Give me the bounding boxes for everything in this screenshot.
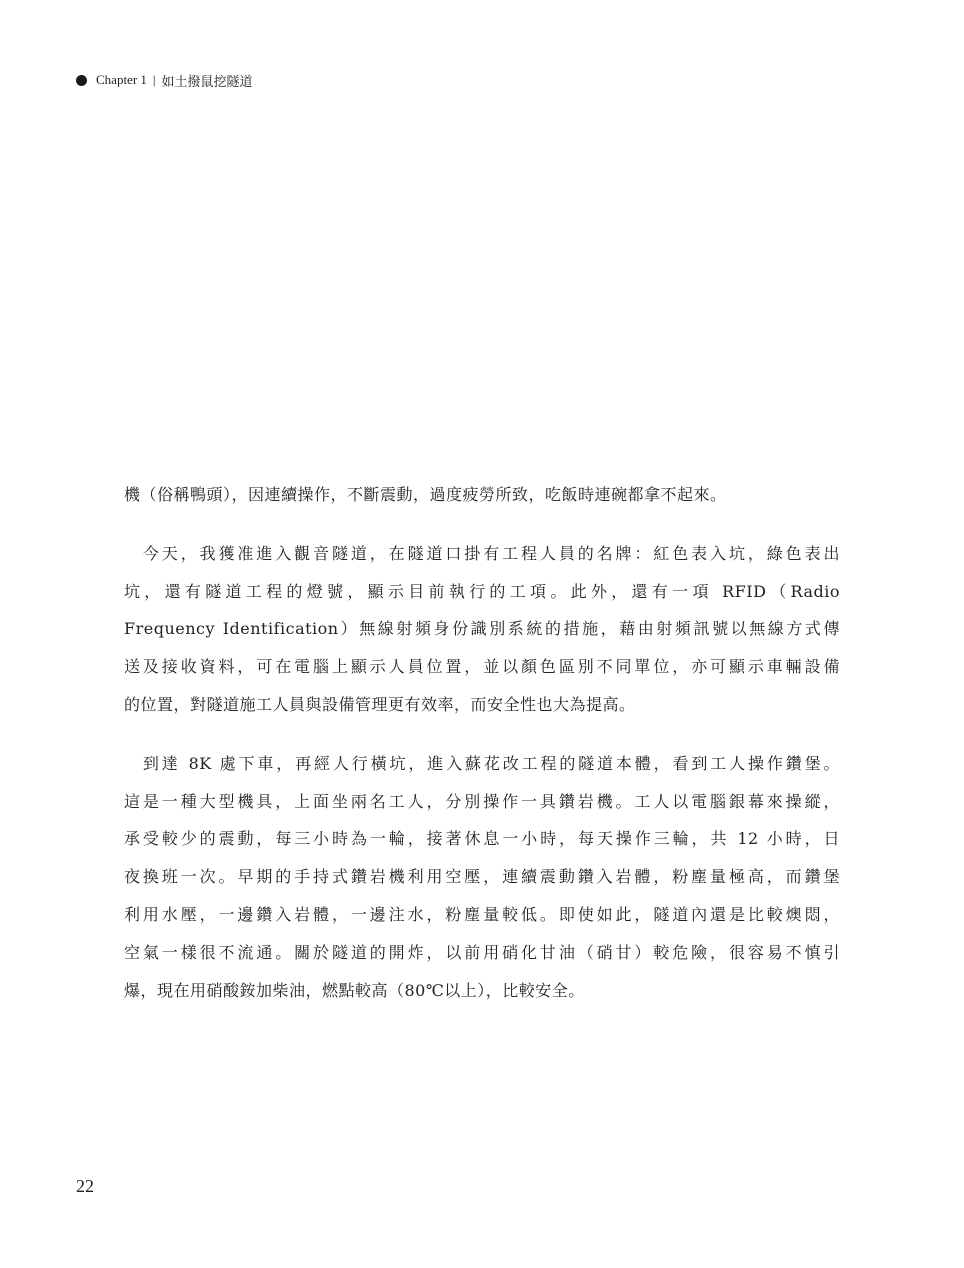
text-line: 爆，現在用硝酸銨加柴油，燃點較高（80℃以上），比較安全。: [124, 980, 585, 1000]
paragraph: [124, 535, 840, 724]
text-line: 利用水壓，一邊鑽入岩體，一邊注水，粉塵量較低。即使如此，隧道內還是比較燠悶，: [124, 904, 840, 924]
text-line: 機（俗稱鴨頭），因連續操作，不斷震動，過度疲勞所致，吃飯時連碗都拿不起來。: [124, 485, 727, 504]
text-line: 今天，我獲准進入觀音隧道，在隧道口掛有工程人員的名牌：紅色表入坑，綠色表出: [124, 543, 840, 563]
text-line: 夜換班一次。早期的手持式鑽岩機利用空壓，連續震動鑽入岩體，粉塵量極高，而鑽堡: [124, 867, 840, 887]
bullet-icon: [76, 75, 87, 86]
page-number: 22: [76, 1176, 94, 1196]
chapter-label: Chapter 1: [96, 72, 147, 87]
chapter-title: 如土撥鼠挖隧道: [161, 73, 253, 89]
header-separator: |: [152, 72, 156, 87]
text-line: Frequency Identification）無線射頻身份識別系統的措施，藉由射頻訊號以無線方式傳: [124, 619, 840, 639]
body-text: [124, 476, 840, 1009]
paragraph: [124, 476, 840, 514]
text-line: 送及接收資料，可在電腦上顯示人員位置，並以顏色區別不同單位，亦可顯示車輛設備: [124, 657, 840, 677]
text-line: 的位置，對隧道施工人員與設備管理更有效率，而安全性也大為提高。: [124, 694, 636, 714]
text-line: 承受較少的震動，每三小時為一輪，接著休息一小時，每天操作三輪，共 12 小時，日: [124, 829, 840, 849]
text-line: 坑，還有隧道工程的燈號，顯示目前執行的工項。此外，還有一項 RFID（Radio: [124, 581, 840, 601]
paragraph: [124, 745, 840, 1010]
text-line: 到達 8K 處下車，再經人行橫坑，進入蘇花改工程的隧道本體，看到工人操作鑽堡。: [124, 753, 840, 773]
running-header: [76, 70, 253, 90]
text-line: 空氣一樣很不流通。關於隧道的開炸，以前用硝化甘油（硝甘）較危險，很容易不慎引: [124, 942, 840, 962]
text-line: 這是一種大型機具，上面坐兩名工人，分別操作一具鑽岩機。工人以電腦銀幕來操縱，: [124, 791, 840, 811]
